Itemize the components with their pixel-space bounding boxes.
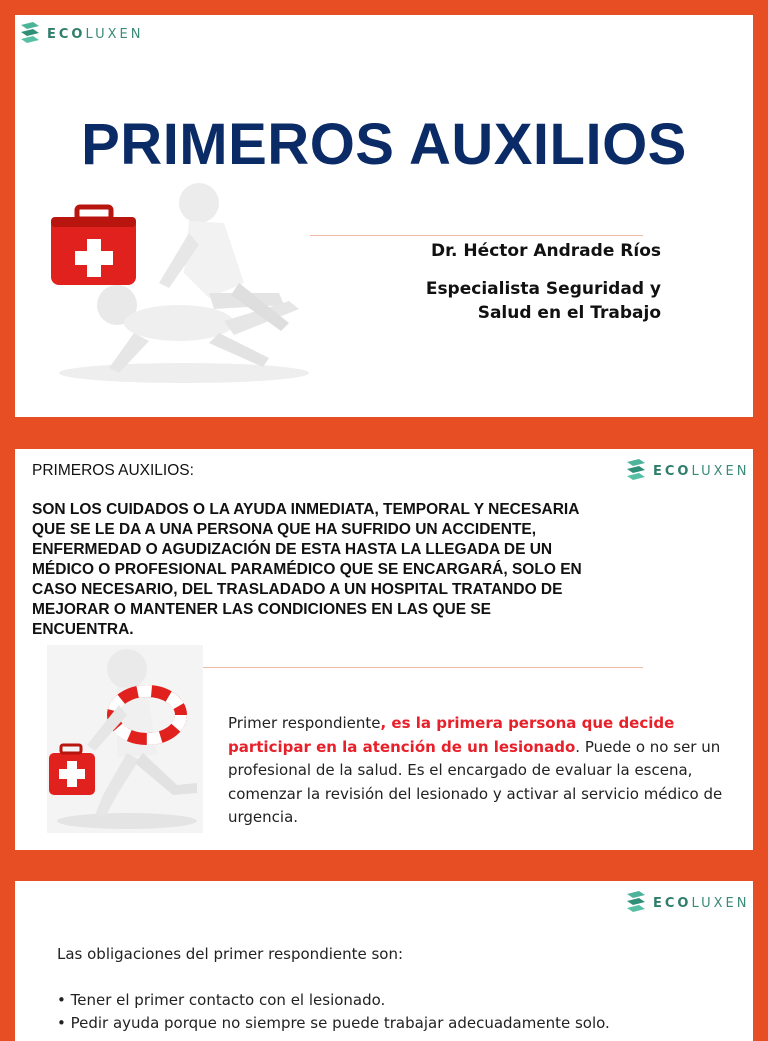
ecoluxen-leaf-icon — [625, 890, 647, 916]
para-start: Primer respondiente — [228, 714, 381, 732]
slide-obligations — [15, 881, 753, 1041]
author-role-line1: Especialista Seguridad y — [425, 279, 661, 299]
cpr-figure-with-first-aid-kit-icon — [39, 183, 319, 388]
para-highlight: , es la primera persona que decide participar en la atención de un lesionado — [228, 714, 675, 756]
ecoluxen-leaf-icon — [625, 458, 647, 484]
first-responder-paragraph — [228, 712, 728, 830]
ecoluxen-logo — [19, 21, 143, 47]
slide-definition — [15, 449, 753, 850]
page-title: PRIMEROS AUXILIOS — [81, 112, 687, 177]
list-item: • Tener el primer contacto con el lesionado. — [57, 991, 386, 1009]
obligations-intro: Las obligaciones del primer respondiente son: — [57, 945, 404, 963]
divider-line — [202, 667, 643, 668]
logo-wordmark: ECOLUXEN — [47, 26, 144, 42]
ecoluxen-leaf-icon — [19, 21, 41, 47]
slide-title — [15, 15, 753, 417]
obligations-block — [57, 943, 717, 1035]
para-end: . Puede o no ser un profesional de la salud. Es el encargado de evaluar la escena, comenzar la revisión del lesionado y activar al servicio médico de urgencia. — [228, 737, 723, 826]
ecoluxen-logo — [625, 890, 749, 916]
ecoluxen-logo — [625, 458, 749, 484]
author-role — [426, 277, 661, 325]
author-role-line2: Salud en el Trabajo — [477, 303, 661, 323]
section-heading: PRIMEROS AUXILIOS: — [32, 462, 194, 479]
definition-block — [32, 461, 592, 640]
author-name: Dr. Héctor Andrade Ríos — [430, 241, 661, 261]
list-item: • Pedir ayuda porque no siempre se puede trabajar adecuadamente solo. — [57, 1014, 610, 1032]
divider-line — [310, 235, 643, 236]
running-rescuer-with-lifebuoy-icon — [47, 645, 203, 833]
logo-wordmark: ECOLUXEN — [653, 895, 750, 911]
logo-wordmark: ECOLUXEN — [653, 463, 750, 479]
definition-text: SON LOS CUIDADOS O LA AYUDA INMEDIATA, TEMPORAL Y NECESARIA QUE SE LE DA A UNA PERSONA QUE HA SUFRIDO UN ACCIDENTE, ENFERMEDAD O AGUDIZACIÓN DE ESTA HASTA LA LLEGADA DE UN MÉDICO O PROFESIONAL PARAMÉDICO QUE SE ENCARGARÁ, SOLO EN CASO NECESARIO, DEL TRASLADADO A UN HOSPITAL TRATANDO DE MEJORAR O MANTENER LAS CONDICIONES EN LAS QUE SE ENCUENTRA. — [32, 501, 582, 638]
